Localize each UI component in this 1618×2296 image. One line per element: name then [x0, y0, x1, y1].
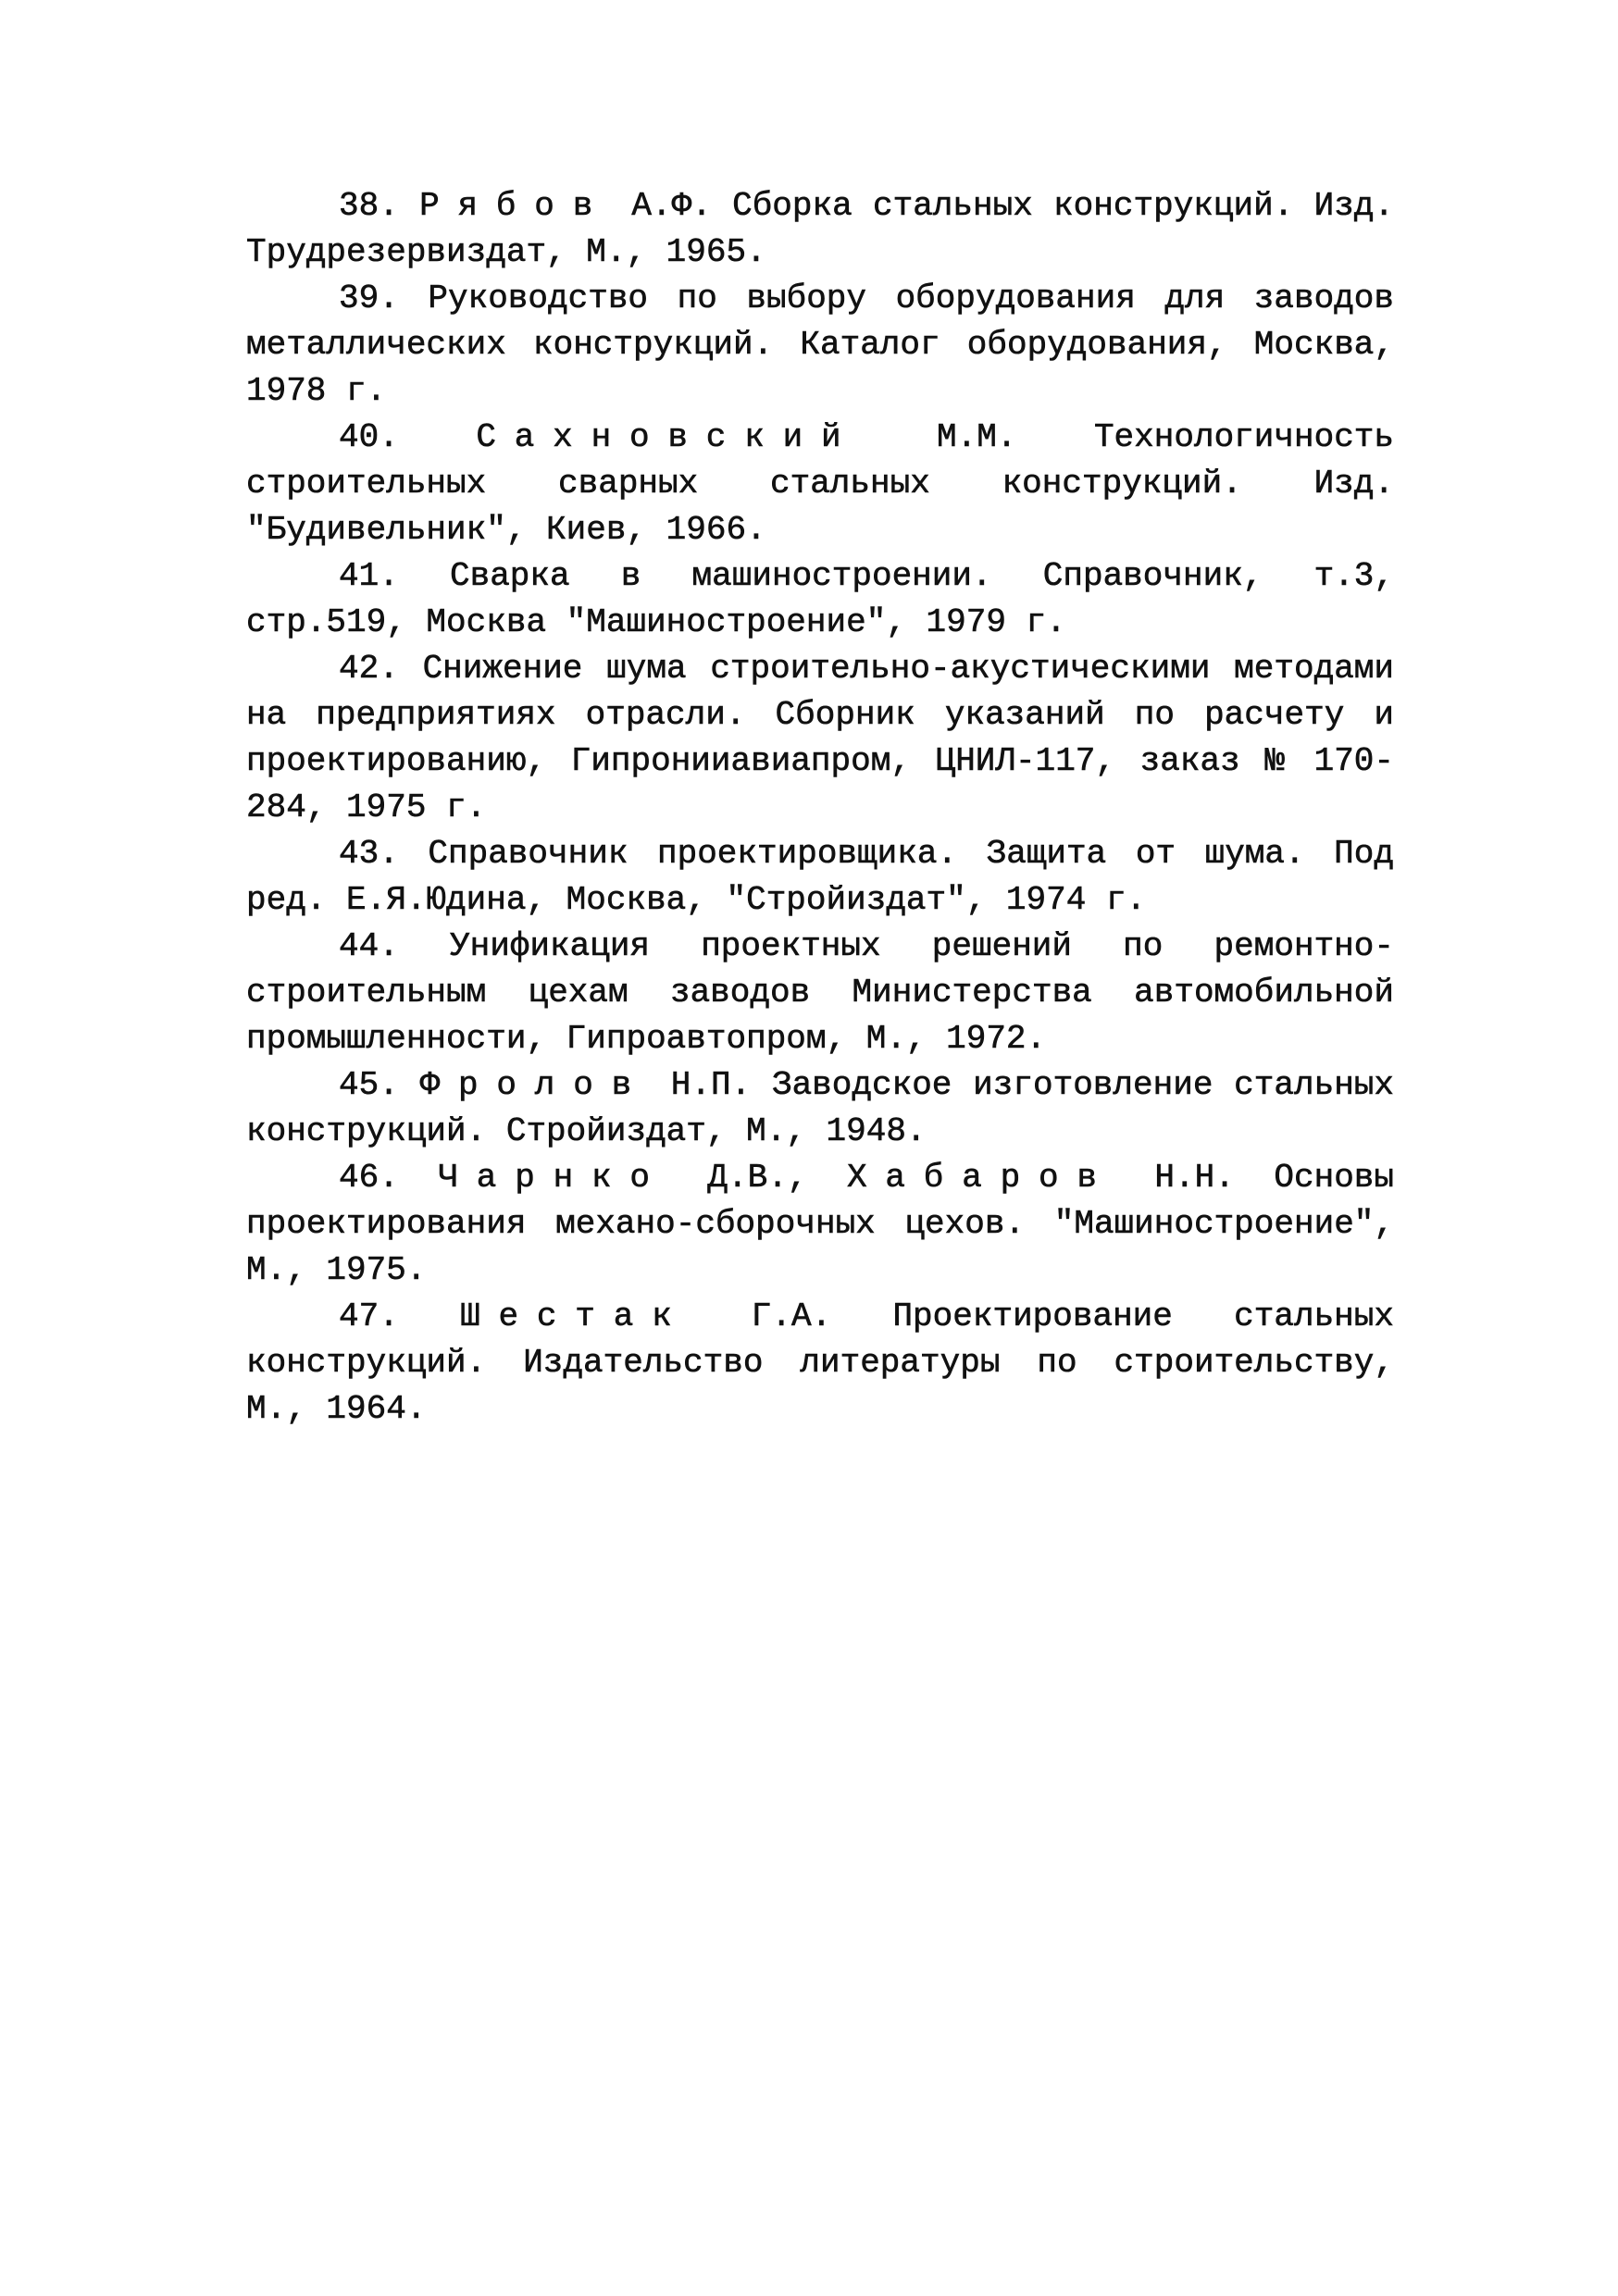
reference-item-40: [246, 415, 1394, 553]
reference-text: Сварка в машиностроении. Справочник, т.3, стр.519, Москва "Машиностроение", 1979 г.: [246, 557, 1394, 641]
reference-author: Сахновский: [476, 418, 860, 456]
reference-number: 42.: [339, 650, 399, 688]
reference-item-45: [246, 1062, 1394, 1155]
reference-text: Снижение шума строительно-акустическими методами на предприятиях отрасли. Сборник указаний по расчету и проектированию, Гипронииавиапром, ЦНИЛ-117, заказ № 170-284, 1975 г.: [246, 650, 1395, 826]
reference-item-42: [246, 646, 1394, 831]
reference-item-46: [246, 1155, 1394, 1294]
reference-text: М.М. Технологичность строительных сварных стальных конструкций. Изд. "Будивельник", Киев, 1966.: [246, 418, 1395, 549]
reference-number: 39.: [339, 279, 399, 317]
reference-coauthor: Хабаров: [847, 1159, 1115, 1197]
reference-text: Руководство по выбору оборудования для заводов металлических конструкций. Каталог оборудования, Москва, 1978 г.: [246, 279, 1394, 410]
reference-author: Шестак: [460, 1297, 691, 1335]
reference-item-43: [246, 831, 1394, 924]
reference-number: 46.: [339, 1159, 399, 1197]
reference-number: 47.: [339, 1297, 399, 1335]
reference-item-47: [246, 1294, 1394, 1433]
reference-number: 45.: [339, 1066, 399, 1104]
reference-number: 44.: [339, 927, 399, 965]
reference-author: Чарнко: [438, 1159, 668, 1197]
reference-initials: Д.В.,: [707, 1159, 808, 1197]
reference-text: Справочник проектировщика. Защита от шума. Под ред. Е.Я.Юдина, Москва, "Стройиздат", 1974 г.: [246, 835, 1394, 919]
reference-list: [246, 183, 1394, 1433]
reference-item-41: [246, 553, 1394, 646]
reference-text: А.Ф. Сборка стальных конструкций. Изд. Трудрезервиздат, М., 1965.: [246, 187, 1395, 271]
reference-number: 41.: [339, 557, 399, 595]
reference-item-39: [246, 276, 1394, 415]
reference-item-44: [246, 924, 1394, 1062]
reference-item-38: [246, 183, 1394, 276]
reference-number: 43.: [339, 835, 399, 873]
reference-author: Рябов: [419, 187, 612, 225]
reference-author: Фролов: [419, 1066, 651, 1104]
reference-text: Унификация проектных решений по ремонтно-строительным цехам заводов Министерства автомобильной промышленности, Гипроавтопром, М., 1972.: [246, 927, 1394, 1058]
reference-text: Н.П. Заводское изготовление стальных конструкций. Стройиздат, М., 1948.: [246, 1066, 1395, 1150]
reference-number: 40.: [339, 418, 399, 456]
reference-text: Г.А. Проектирование стальных конструкций. Издательство литературы по строительству, М., 1964.: [246, 1297, 1394, 1428]
reference-number: 38.: [339, 187, 399, 225]
reference-text: Н.Н. Основы проектирования механо-сборочных цехов. "Машиностроение", М., 1975.: [246, 1159, 1395, 1289]
